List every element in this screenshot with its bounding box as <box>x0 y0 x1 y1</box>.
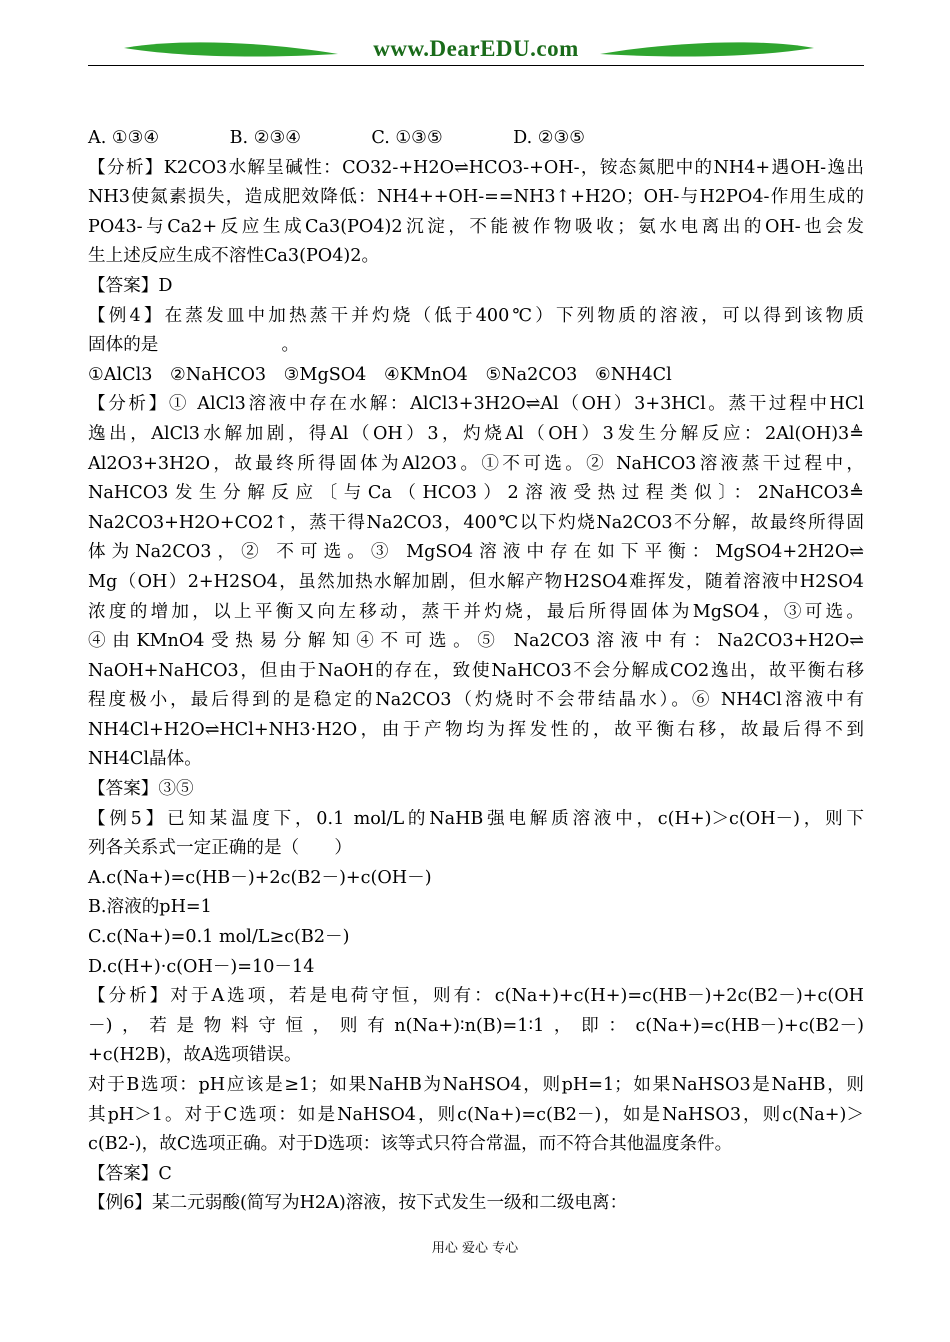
analysis-line: +c(H2B)，故A选项错误。 <box>88 1045 302 1066</box>
example-heading-line: 【例6】某二元弱酸(简写为H2A)溶液，按下式发生一级和二级电离： <box>88 1193 628 1214</box>
analysis-line: 【分析】对于A选项，若是电荷守恒，则有：c(Na+)+c(H+)=c(HB－)+2c(B2－)+c(OH <box>88 986 864 1007</box>
choice-line: B.溶液的pH=1 <box>88 897 212 918</box>
header-divider <box>88 65 864 66</box>
analysis-line: PO43-与Ca2+反应生成Ca3(PO4)2沉淀，不能被作物吸收；氨水电离出的OH-也会发 <box>88 216 864 237</box>
site-logo-text[interactable]: www.DearEDU.com <box>373 36 579 61</box>
choice-line: A.c(Na+)=c(HB－)+2c(B2－)+c(OH－) <box>88 867 432 888</box>
substance-list-line: ①AlCl3 ②NaHCO3 ③MgSO4 ④KMnO4 ⑤Na2CO3 ⑥NH4Cl <box>88 364 672 385</box>
analysis-line: Mg（OH）2+H2SO4，虽然加热水解加剧，但水解产物H2SO4难挥发，随着溶液中H2SO4 <box>88 571 864 592</box>
page-footer: 用心 爱心 专心 <box>431 1241 519 1256</box>
document-body <box>88 124 864 1219</box>
analysis-line: Al2O3+3H2O，故最终所得固体为Al2O3。①不可选。② NaHCO3溶液蒸干过程中， <box>88 453 864 474</box>
analysis-line: NH4Cl+H2O⇌HCl+NH3·H2O，由于产物均为挥发性的，故平衡右移，故最后得不到 <box>88 719 864 740</box>
analysis-line: 程度极小，最后得到的是稳定的Na2CO3（灼烧时不会带结晶水）。⑥ NH4Cl溶液中有 <box>88 690 864 711</box>
analysis-line: －)，若是物料守恒，则有n(Na+)∶n(B)=1∶1，即：c(Na+)=c(HB－)+c(B2－) <box>88 1015 864 1036</box>
analysis-line: NH4Cl晶体。 <box>88 749 202 770</box>
answer-line: 【答案】C <box>88 1163 172 1184</box>
analysis-line: 对于B选项：pH应该是≥1；如果NaHB为NaHSO4，则pH=1；如果NaHSO3是NaHB，则 <box>88 1075 864 1095</box>
choice-line: D.c(H+)·c(OH－)=10－14 <box>88 956 315 977</box>
page-header <box>88 28 864 72</box>
analysis-line: 体为Na2CO3，② 不可选。③ MgSO4溶液中存在如下平衡：MgSO4+2H2O⇌ <box>88 542 864 563</box>
choice-line: C.c(Na+)=0.1 mol/L≥c(B2－) <box>88 927 350 948</box>
analysis-line: 生上述反应生成不溶性Ca3(PO4)2。 <box>88 246 380 267</box>
analysis-line: 逸出，AlCl3水解加剧，得Al（OH）3，灼烧Al（OH）3发生分解反应：2Al(OH)3≜ <box>88 423 864 444</box>
example-heading-line: 【例5】已知某温度下，0.1 mol/L的NaHB强电解质溶液中，c(H+)＞c(OH－)，则下 <box>88 808 864 829</box>
analysis-line: c(B2-)，故C选项正确。对于D选项：该等式只符合常温，而不符合其他温度条件。 <box>88 1134 733 1155</box>
answer-line: 【答案】③⑤ <box>88 779 194 800</box>
analysis-line: Na2CO3+H2O+CO2↑，蒸干得Na2CO3，400℃以下灼烧Na2CO3不分解，故最终所得固 <box>88 512 864 533</box>
example-heading-line: 【例4】在蒸发皿中加热蒸干并灼烧（低于400℃）下列物质的溶液，可以得到该物质 <box>88 305 864 326</box>
analysis-line: ④由KMnO4受热易分解知④不可选。⑤ Na2CO3溶液中有：Na2CO3+H2O⇌ <box>88 631 864 652</box>
answer-line: 【答案】D <box>88 275 173 296</box>
analysis-line: 【分析】① AlCl3溶液中存在水解：AlCl3+3H2O⇌Al（OH）3+3HCl。蒸干过程中HCl <box>88 394 864 415</box>
analysis-line: 【分析】K2CO3水解呈碱性：CO32-+H2O⇌HCO3-+OH-，铵态氮肥中的NH4+遇OH-逸出 <box>88 157 864 178</box>
option-line: A. ①③④ B. ②③④ C. ①③⑤ D. ②③⑤ <box>88 128 586 148</box>
analysis-line: NH3使氮素损失，造成肥效降低：NH4++OH-==NH3↑+H2O；OH-与H2PO4-作用生成的 <box>88 187 864 208</box>
analysis-line: NaHCO3发生分解反应〔与Ca（HCO3）2溶液受热过程类似〕：2NaHCO3≜ <box>88 483 864 504</box>
example-line: 固体的是 。 <box>88 335 300 356</box>
analysis-line: NaOH+NaHCO3，但由于NaOH的存在，致使NaHCO3不会分解成CO2逸出，故平衡右移 <box>88 660 864 681</box>
analysis-line: 其pH＞1。对于C选项：如是NaHSO4，则c(Na+)=c(B2－)，如是NaHSO3，则c(Na+)＞ <box>88 1104 864 1125</box>
example-line: 列各关系式一定正确的是（ ） <box>88 838 352 859</box>
analysis-line: 浓度的增加，以上平衡又向左移动，蒸干并灼烧，最后所得固体为MgSO4，③可选。 <box>88 601 864 622</box>
